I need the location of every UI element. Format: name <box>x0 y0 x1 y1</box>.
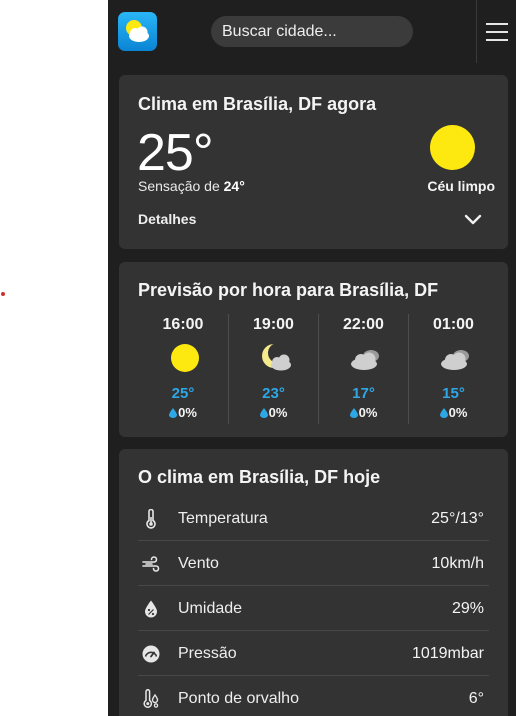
current-temperature: 25° <box>137 124 213 182</box>
today-weather-title: O clima em Brasília, DF hoje <box>138 467 381 487</box>
rain-percent: 0% <box>178 405 197 420</box>
sun-icon <box>430 125 475 170</box>
hour-time: 19:00 <box>253 316 294 333</box>
rain-percent: 0% <box>358 405 378 420</box>
current-weather-card <box>119 75 508 249</box>
hamburger-icon <box>486 23 508 25</box>
cloud-icon <box>439 341 473 375</box>
today-weather-card <box>119 449 508 716</box>
rain-percent: 0% <box>268 405 288 420</box>
hour-temperature: 25° <box>171 385 195 402</box>
hour-rain-chance <box>229 405 318 420</box>
partly-cloudy-night-icon <box>259 341 293 375</box>
pressure-gauge-icon <box>141 644 161 664</box>
hourly-forecast-title: Previsão por hora para Brasília, DF <box>138 280 439 300</box>
hourly-item <box>408 314 498 424</box>
hour-time: 16:00 <box>162 316 204 333</box>
raindrop-icon <box>169 408 177 418</box>
hour-rain-chance <box>409 405 498 420</box>
hour-time: 22:00 <box>343 316 384 333</box>
raindrop-icon <box>440 408 448 418</box>
list-item <box>138 676 489 716</box>
detail-label: Ponto de orvalho <box>178 690 299 707</box>
feels-like <box>138 178 245 194</box>
chevron-down-icon[interactable] <box>463 210 483 230</box>
condition-text: Céu limpo <box>427 178 495 194</box>
detail-value: 10km/h <box>431 555 484 572</box>
weather-app <box>108 0 516 716</box>
detail-value: 25°/13° <box>431 510 484 527</box>
humidity-icon <box>141 599 161 619</box>
hour-temperature: 23° <box>262 385 285 402</box>
details-toggle[interactable]: Detalhes <box>138 211 197 227</box>
red-dot-marker <box>1 292 5 296</box>
search-input[interactable] <box>211 16 413 47</box>
hamburger-icon-line <box>486 39 508 41</box>
wind-icon <box>141 554 161 574</box>
hour-rain-chance <box>319 405 408 420</box>
hourly-forecast-card <box>119 262 508 437</box>
detail-value: 6° <box>468 690 484 707</box>
detail-label: Vento <box>178 555 219 572</box>
hour-time: 01:00 <box>433 316 474 333</box>
app-logo-icon[interactable] <box>118 12 157 51</box>
sun-icon <box>168 341 202 375</box>
dew-point-icon <box>141 689 161 709</box>
raindrop-icon <box>260 408 268 418</box>
hourly-list <box>138 314 498 424</box>
detail-label: Temperatura <box>178 510 268 527</box>
menu-button[interactable] <box>476 0 516 63</box>
detail-label: Umidade <box>178 600 243 617</box>
hourly-item <box>138 314 228 424</box>
hamburger-icon-line <box>486 31 508 33</box>
top-bar <box>108 0 516 63</box>
raindrop-icon <box>350 408 358 418</box>
hourly-item <box>228 314 318 424</box>
hour-temperature: 17° <box>352 385 375 402</box>
feels-like-label: Sensação de <box>138 178 220 194</box>
current-weather-title: Clima em Brasília, DF agora <box>138 94 377 114</box>
list-item <box>138 496 489 541</box>
hourly-item <box>318 314 408 424</box>
list-item <box>138 541 489 586</box>
detail-value: 29% <box>451 600 484 617</box>
hour-rain-chance <box>138 405 228 420</box>
list-item <box>138 586 489 631</box>
rain-percent: 0% <box>448 405 468 420</box>
cloud-icon <box>349 341 383 375</box>
detail-value: 1019mbar <box>411 645 484 662</box>
thermometer-icon <box>141 509 161 529</box>
detail-label: Pressão <box>178 645 237 662</box>
list-item <box>138 631 489 676</box>
today-details-list <box>138 496 489 716</box>
hour-temperature: 15° <box>442 385 465 402</box>
feels-like-value: 24° <box>223 178 245 194</box>
